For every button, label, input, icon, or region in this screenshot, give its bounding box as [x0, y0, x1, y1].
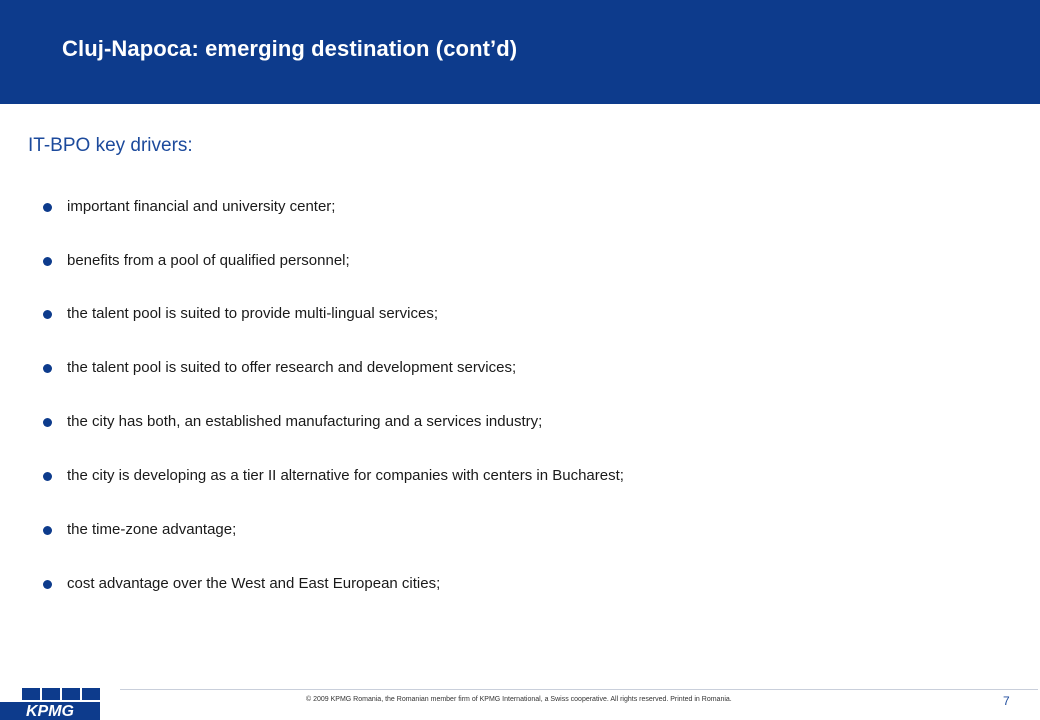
- bullet-dot-icon: [43, 580, 52, 589]
- footer-divider: [120, 689, 1038, 690]
- header-bar: [0, 0, 1040, 104]
- slide-title: Cluj-Napoca: emerging destination (cont’d): [62, 36, 518, 61]
- bullet-text: the city has both, an established manufacturing and a services industry;: [67, 413, 543, 430]
- copyright-notice: © 2009 KPMG Romania, the Romanian member firm of KPMG International, a Swiss cooperative. All rights reserved. Printed in Romania.: [306, 696, 732, 703]
- bullet-dot-icon: [43, 257, 52, 266]
- bullet-text: the city is developing as a tier II alternative for companies with centers in Bucharest;: [67, 467, 624, 484]
- bullet-text: the talent pool is suited to provide multi-lingual services;: [67, 305, 439, 322]
- page-number: 7: [1003, 694, 1010, 708]
- bullet-text: cost advantage over the West and East European cities;: [67, 575, 441, 592]
- bullet-text: the time-zone advantage;: [67, 521, 237, 538]
- kpmg-logo: [0, 688, 100, 720]
- section-subtitle: IT-BPO key drivers:: [28, 135, 193, 156]
- bullet-dot-icon: [43, 203, 52, 212]
- bullet-dot-icon: [43, 472, 52, 481]
- bullet-text: benefits from a pool of qualified personnel;: [67, 252, 350, 269]
- bullet-dot-icon: [43, 526, 52, 535]
- bullet-text: the talent pool is suited to offer research and development services;: [67, 359, 517, 376]
- bullet-dot-icon: [43, 364, 52, 373]
- logo-text: KPMG: [26, 703, 74, 720]
- bullet-dot-icon: [43, 310, 52, 319]
- bullet-text: important financial and university center;: [67, 198, 336, 215]
- bullet-dot-icon: [43, 418, 52, 427]
